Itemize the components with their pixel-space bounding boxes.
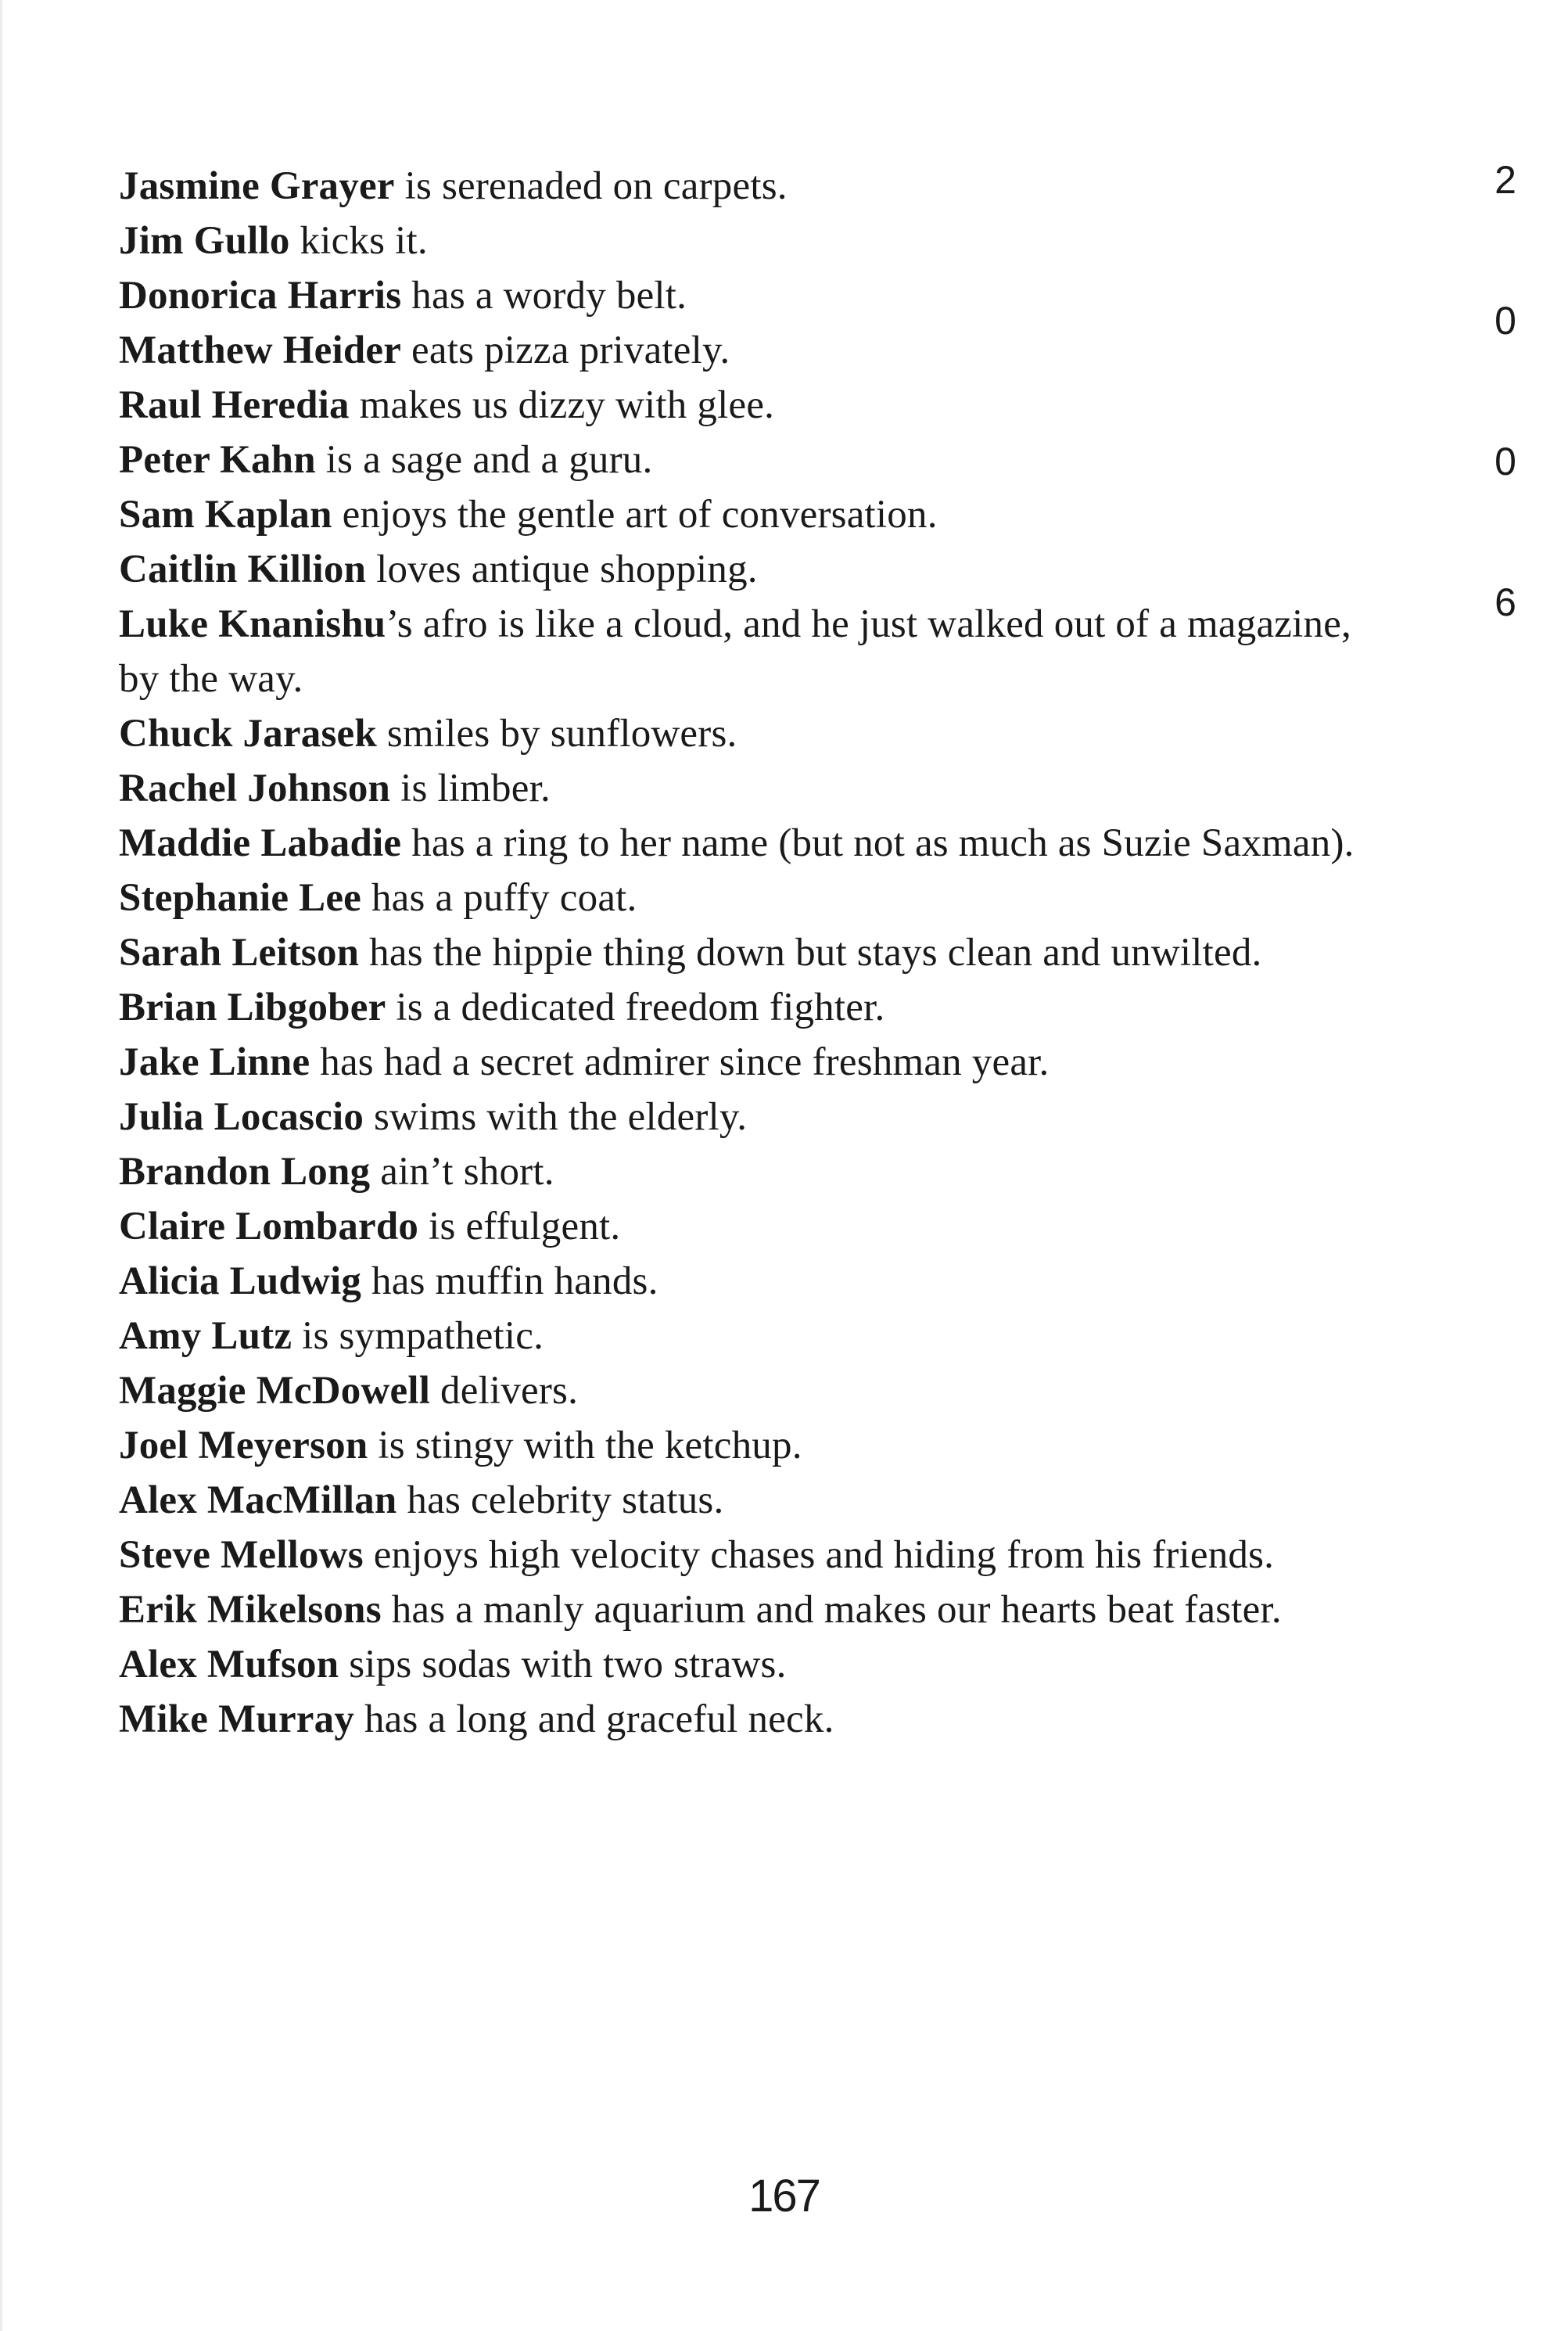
entry-name: Alex Mufson: [119, 1643, 339, 1686]
entry-name: Maggie McDowell: [119, 1369, 431, 1413]
entry: [119, 1199, 1386, 1254]
entry-name: Jim Gullo: [119, 219, 290, 263]
entry: [119, 378, 1386, 433]
year-digit: 0: [1494, 440, 1516, 483]
entry-name: Jasmine Grayer: [119, 164, 395, 208]
entry-name: Joel Meyerson: [119, 1424, 368, 1467]
year-digit: 6: [1494, 580, 1516, 624]
entry: [119, 1637, 1386, 1692]
entry: [119, 1528, 1386, 1582]
entry-name: Claire Lombardo: [119, 1205, 419, 1248]
page-number: 167: [748, 2171, 820, 2221]
entry-text: smiles by sunflowers.: [376, 712, 737, 756]
entry: [119, 268, 1386, 323]
entry-text: is effulgent.: [418, 1205, 621, 1248]
entry: [119, 1582, 1386, 1637]
entry: [119, 159, 1386, 214]
entry-text: swims with the elderly.: [364, 1095, 748, 1139]
entry: [119, 542, 1386, 597]
entry: [119, 1363, 1386, 1418]
entry-text: has had a secret admirer since freshman year.: [310, 1040, 1050, 1084]
entry-text: has a long and graceful neck.: [354, 1697, 834, 1741]
entry-text: is limber.: [390, 767, 551, 810]
entry-text: ’s afro is like a cloud, and he just walked out of a magazine, by the way.: [119, 602, 1351, 701]
entry-text: has celebrity status.: [396, 1478, 724, 1522]
entry: [119, 323, 1386, 378]
entry-name: Alicia Ludwig: [119, 1259, 362, 1303]
year-marker: [1470, 153, 1541, 716]
entry-text: eats pizza privately.: [401, 329, 730, 372]
entry: [119, 1692, 1386, 1747]
page-edge: [0, 0, 2, 2331]
entry-text: sips sodas with two straws.: [339, 1643, 787, 1686]
year-digit: 2: [1494, 158, 1516, 202]
entry-list: [119, 159, 1386, 1747]
entry-text: ain’t short.: [370, 1150, 554, 1194]
entry-text: has a ring to her name (but not as much as Suzie Saxman).: [401, 821, 1355, 865]
entry: [119, 706, 1386, 761]
entry-text: has the hippie thing down but stays clean and unwilted.: [359, 931, 1262, 975]
entry-name: Chuck Jarasek: [119, 712, 377, 756]
entry-name: Rachel Johnson: [119, 767, 391, 810]
entry-name: Sarah Leitson: [119, 931, 360, 975]
entry-name: Luke Knanishu: [119, 602, 386, 646]
entry-name: Steve Mellows: [119, 1533, 364, 1577]
entry: [119, 925, 1386, 980]
entry-name: Brandon Long: [119, 1150, 371, 1194]
entry-text: kicks it.: [289, 219, 428, 263]
entry-name: Peter Kahn: [119, 438, 316, 482]
entry-name: Erik Mikelsons: [119, 1588, 382, 1632]
entry-name: Stephanie Lee: [119, 876, 362, 920]
entry-text: is stingy with the ketchup.: [368, 1424, 802, 1467]
entry: [119, 1418, 1386, 1473]
entry-name: Sam Kaplan: [119, 493, 332, 537]
entry: [119, 1035, 1386, 1090]
entry-name: Brian Libgober: [119, 986, 386, 1029]
entry-name: Jake Linne: [119, 1040, 310, 1084]
entry: [119, 1144, 1386, 1199]
entry-name: Mike Murray: [119, 1697, 355, 1741]
entry-text: has a puffy coat.: [361, 876, 637, 920]
entry-name: Julia Locascio: [119, 1095, 364, 1139]
entry: [119, 1309, 1386, 1363]
entry-text: has a wordy belt.: [401, 274, 687, 318]
entry-text: has a manly aquarium and makes our hearts beat faster.: [381, 1588, 1282, 1632]
entry-text: enjoys the gentle art of conversation.: [332, 493, 938, 537]
entry-text: loves antique shopping.: [366, 548, 758, 591]
entry-text: is a dedicated freedom fighter.: [386, 986, 885, 1029]
entry-name: Donorica Harris: [119, 274, 402, 318]
entry-name: Amy Lutz: [119, 1314, 292, 1358]
entry-name: Alex MacMillan: [119, 1478, 397, 1522]
entry: [119, 1254, 1386, 1309]
year-digit: 0: [1494, 299, 1516, 343]
entry: [119, 816, 1386, 871]
entry-text: has muffin hands.: [361, 1259, 658, 1303]
entry: [119, 1473, 1386, 1528]
entry: [119, 980, 1386, 1035]
entry: [119, 1090, 1386, 1144]
entry-name: Caitlin Killion: [119, 548, 367, 591]
entry: [119, 487, 1386, 542]
entry-text: delivers.: [430, 1369, 579, 1413]
entry: [119, 433, 1386, 487]
entry-name: Maddie Labadie: [119, 821, 402, 865]
entry-text: makes us dizzy with glee.: [349, 383, 775, 427]
entry: [119, 871, 1386, 925]
entry-text: enjoys high velocity chases and hiding from his friends.: [363, 1533, 1275, 1577]
entry: [119, 214, 1386, 268]
entry: [119, 597, 1386, 706]
entry-text: is a sage and a guru.: [315, 438, 653, 482]
entry-text: is sympathetic.: [292, 1314, 544, 1358]
entry: [119, 761, 1386, 816]
entry-name: Matthew Heider: [119, 329, 402, 372]
entry-name: Raul Heredia: [119, 383, 350, 427]
entry-text: is serenaded on carpets.: [394, 164, 788, 208]
